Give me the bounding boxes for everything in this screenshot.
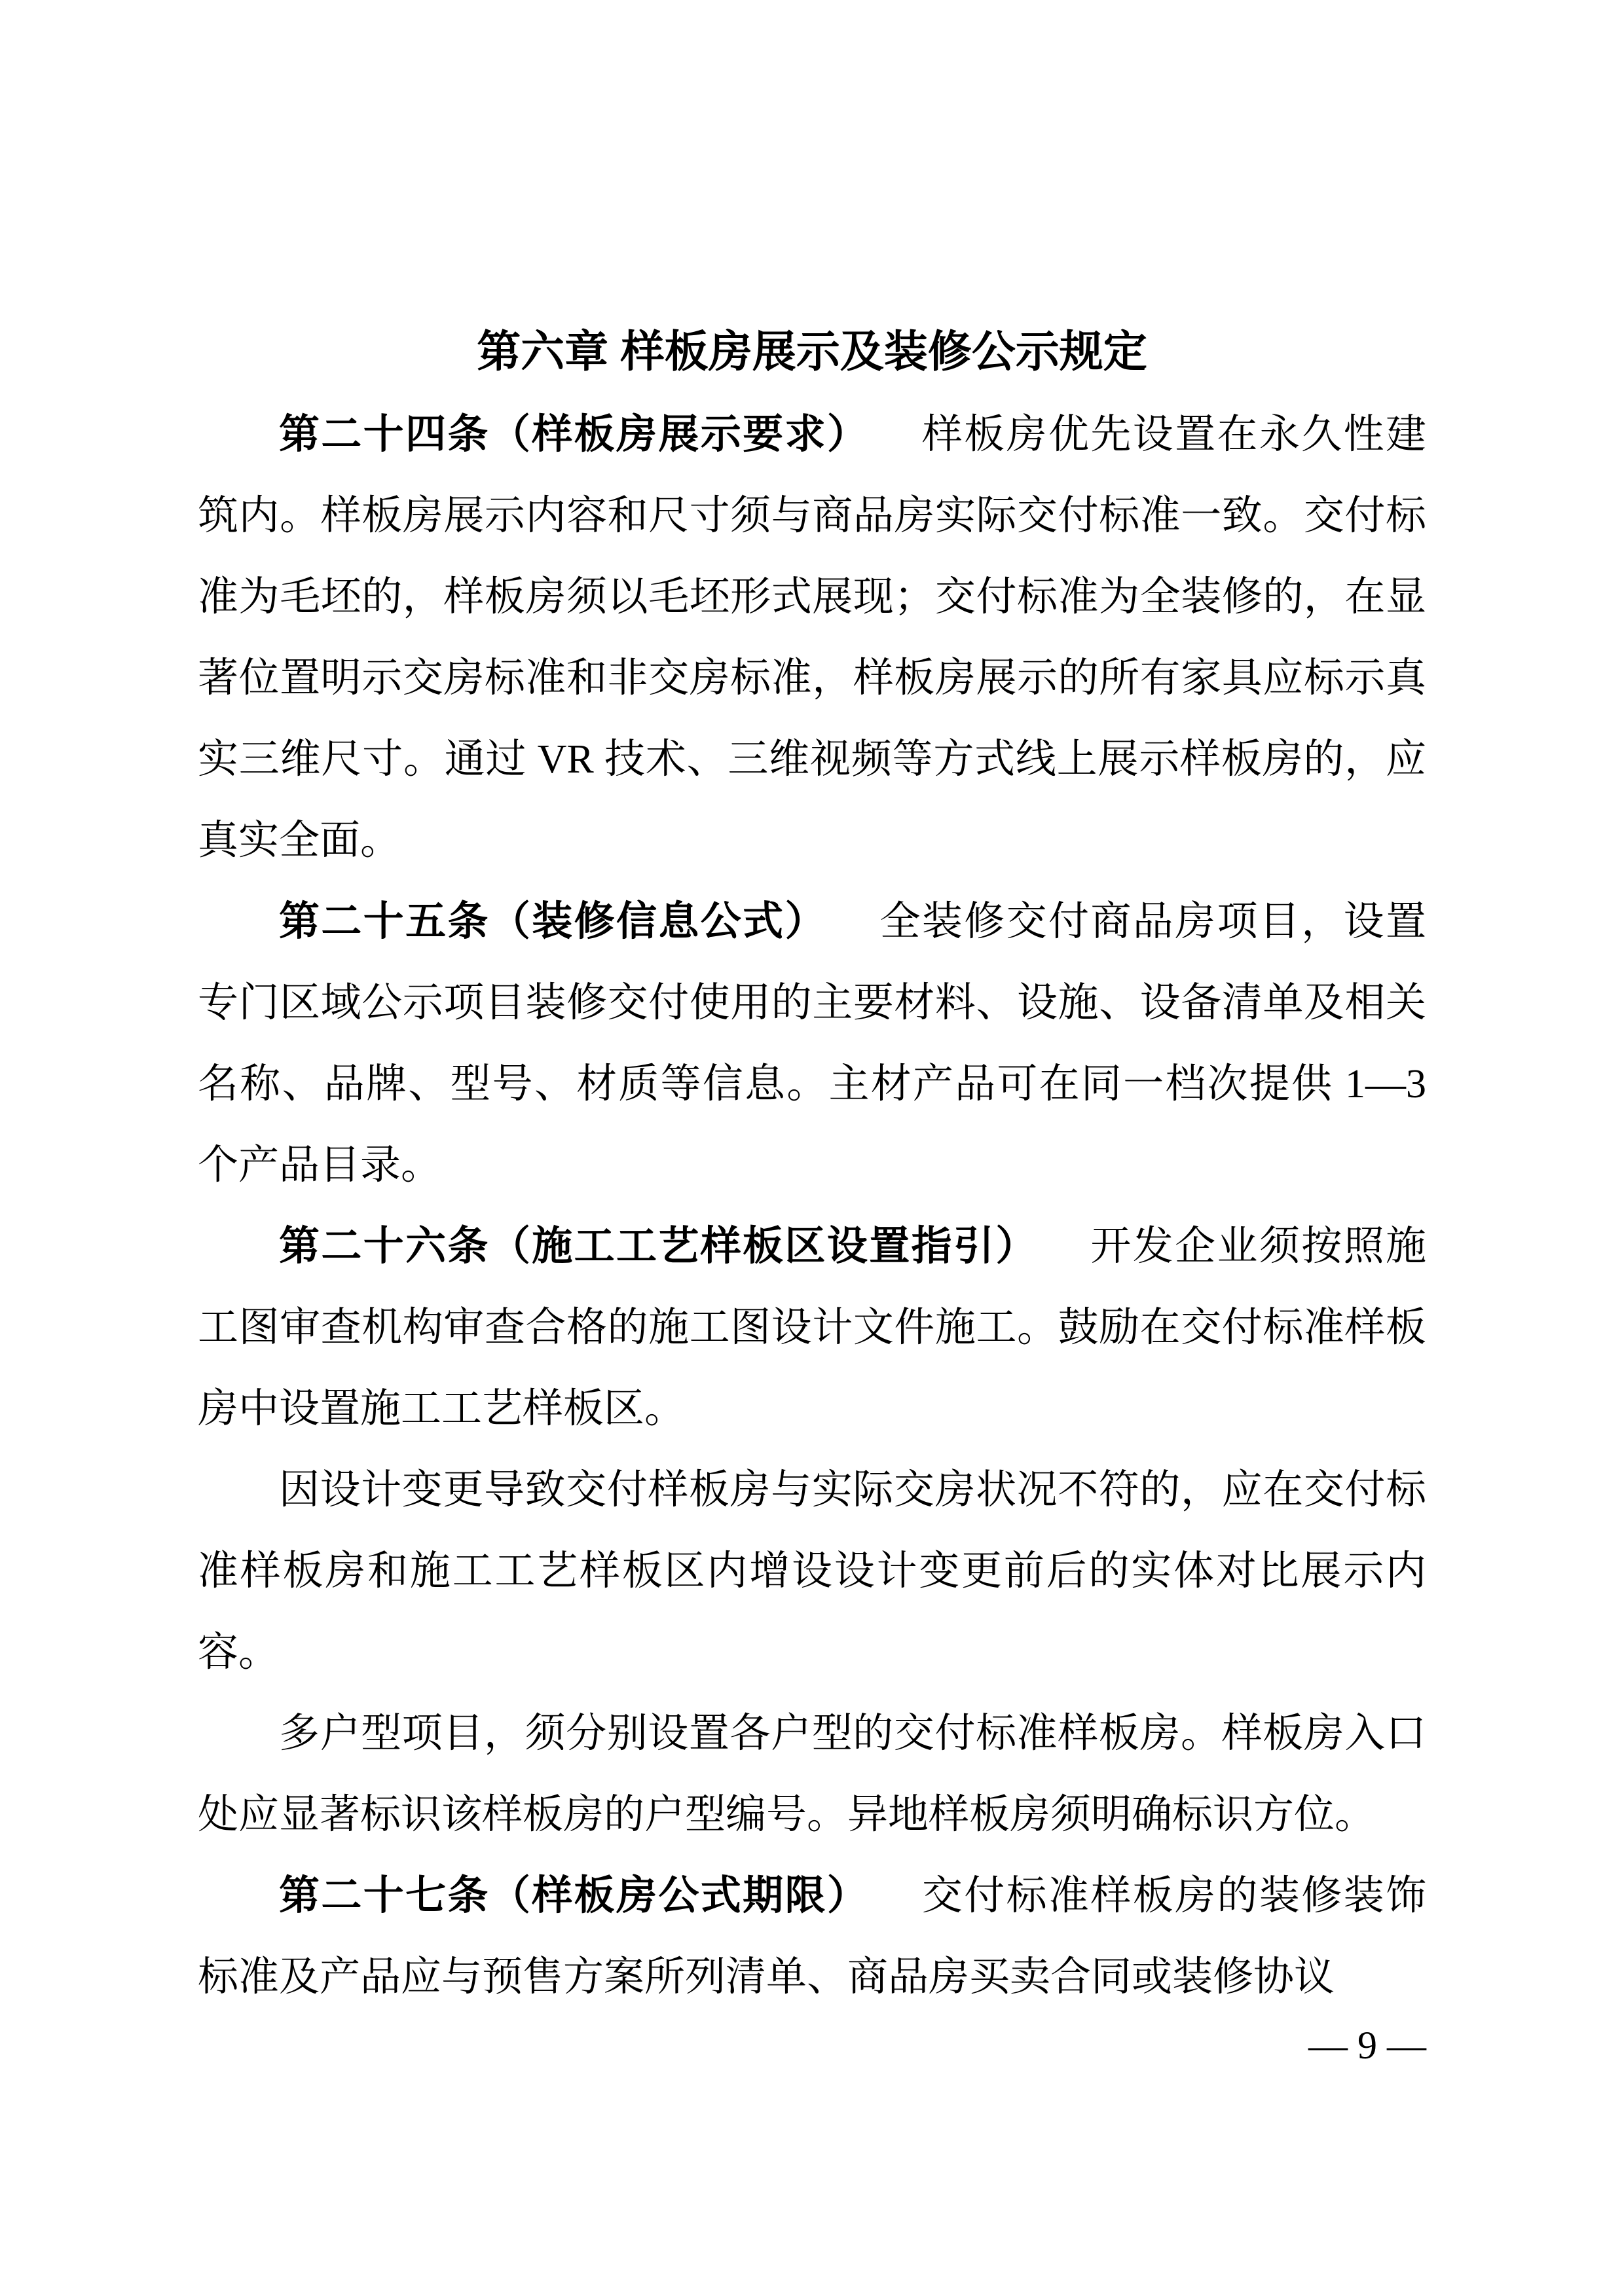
article-25 [198, 881, 1426, 1206]
article-27-text: 交付标准样板房的装修装饰标准及产品应与预售方案所列清单、商品房买卖合同或装修协议 [198, 1874, 1426, 1999]
page-number: — 9 — [1308, 2024, 1426, 2067]
chapter-heading: 第六章 样板房展示及装修公示规定 [477, 327, 1147, 376]
article-25-text: 全装修交付商品房项目，设置专门区域公示项目装修交付使用的主要材料、设施、设备清单及相关名称、品牌、型号、材质等信息。主材产品可在同一档次提供 1—3 个产品目录。 [198, 900, 1426, 1188]
article-25-title: 第二十五条（装修信息公式） [279, 899, 827, 944]
article-24-title: 第二十四条（样板房展示要求） [279, 412, 870, 457]
article-26-text: 开发企业须按照施工图审查机构审查合格的施工图设计文件施工。鼓励在交付标准样板房中设置施工工艺样板区。 [198, 1224, 1426, 1431]
article-26 [198, 1206, 1426, 1449]
article-26-paragraph-2: 因设计变更导致交付样板房与实际交房状况不符的，应在交付标准样板房和施工工艺样板区内增设设计变更前后的实体对比展示内容。 [198, 1468, 1426, 1675]
article-24 [198, 394, 1426, 881]
article-26-title: 第二十六条（施工工艺样板区设置指引） [279, 1224, 1038, 1269]
article-26-paragraph-3: 多户型项目，须分别设置各户型的交付标准样板房。样板房入口处应显著标识该样板房的户型编号。异地样板房须明确标识方位。 [198, 1711, 1426, 1837]
article-27 [198, 1855, 1426, 2018]
article-24-text: 样板房优先设置在永久性建筑内。样板房展示内容和尺寸须与商品房实际交付标准一致。交付标准为毛坯的，样板房须以毛坯形式展现；交付标准为全装修的，在显著位置明示交房标准和非交房标准，样板房展示的所有家具应标示真实三维尺寸。通过 VR 技术、三维视频等方式线上展示样板房的，应真实全面。 [198, 412, 1426, 863]
article-27-title: 第二十七条（样板房公式期限） [279, 1873, 870, 1918]
